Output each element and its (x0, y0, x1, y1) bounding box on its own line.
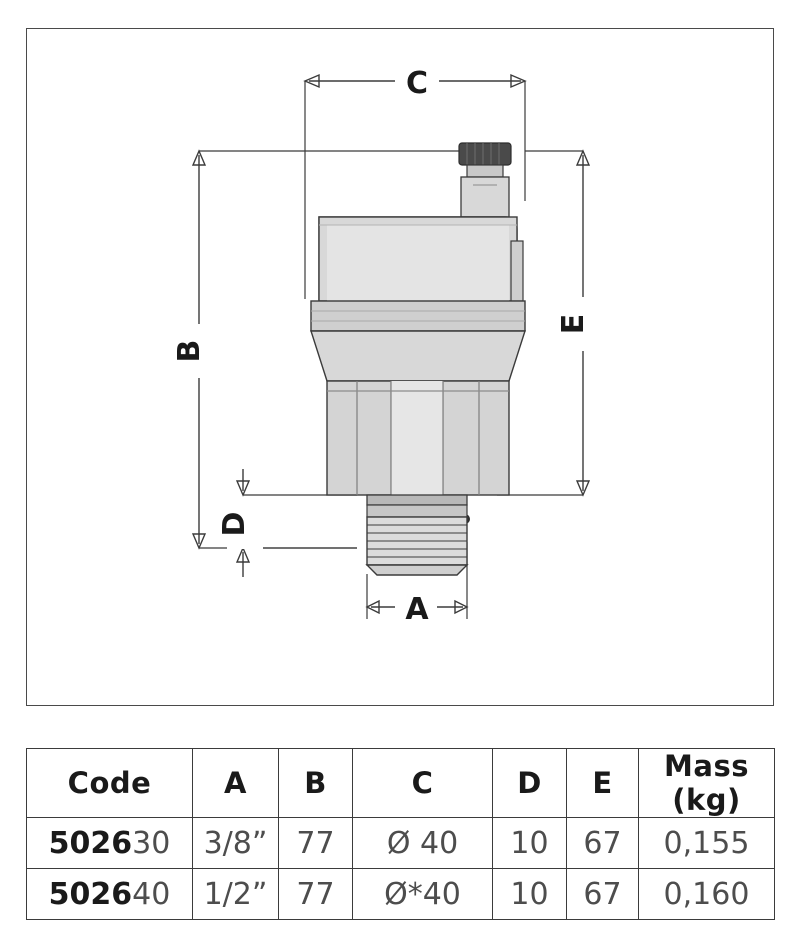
header-a: A (193, 749, 279, 818)
product-dimension-drawing (27, 29, 773, 705)
table-row (27, 869, 775, 920)
header-mass: Mass (kg) (639, 749, 775, 818)
header-e: E (567, 749, 639, 818)
dimension-label-a: A (405, 592, 429, 627)
cell-b: 77 (279, 818, 353, 869)
table-row (27, 818, 775, 869)
thread-chamfer (367, 565, 467, 575)
vent-neck (461, 177, 509, 217)
code-suffix: 30 (132, 825, 171, 861)
cell-e: 67 (567, 869, 639, 920)
code-prefix: 5026 (48, 825, 133, 861)
dimension-label-d: D (217, 511, 252, 537)
code-suffix: 40 (132, 876, 171, 912)
cell-c: Ø*40 (353, 869, 493, 920)
cell-e: 67 (567, 818, 639, 869)
dimension-label-c: C (405, 66, 429, 101)
cell-code (27, 818, 193, 869)
cell-c: Ø 40 (353, 818, 493, 869)
cell-mass: 0,160 (639, 869, 775, 920)
cell-d: 10 (493, 869, 567, 920)
cell-d: 10 (493, 818, 567, 869)
specifications-table (26, 748, 775, 920)
side-notch (511, 241, 523, 301)
seal-washer (367, 495, 467, 505)
code-prefix: 5026 (48, 876, 133, 912)
cell-b: 77 (279, 869, 353, 920)
valve-body-illustration (311, 143, 525, 575)
body-shoulder (311, 301, 525, 331)
cell-mass: 0,155 (639, 818, 775, 869)
header-d: D (493, 749, 567, 818)
body-taper (311, 331, 525, 381)
dimension-label-e: E (556, 313, 591, 335)
cell-code (27, 869, 193, 920)
header-code: Code (27, 749, 193, 818)
header-b: B (279, 749, 353, 818)
dimension-label-b: B (172, 339, 207, 363)
drawing-panel (26, 28, 774, 706)
cell-a: 3/8” (193, 818, 279, 869)
cell-a: 1/2” (193, 869, 279, 920)
table-header-row (27, 749, 775, 818)
header-c: C (353, 749, 493, 818)
cap-collar (467, 165, 503, 177)
